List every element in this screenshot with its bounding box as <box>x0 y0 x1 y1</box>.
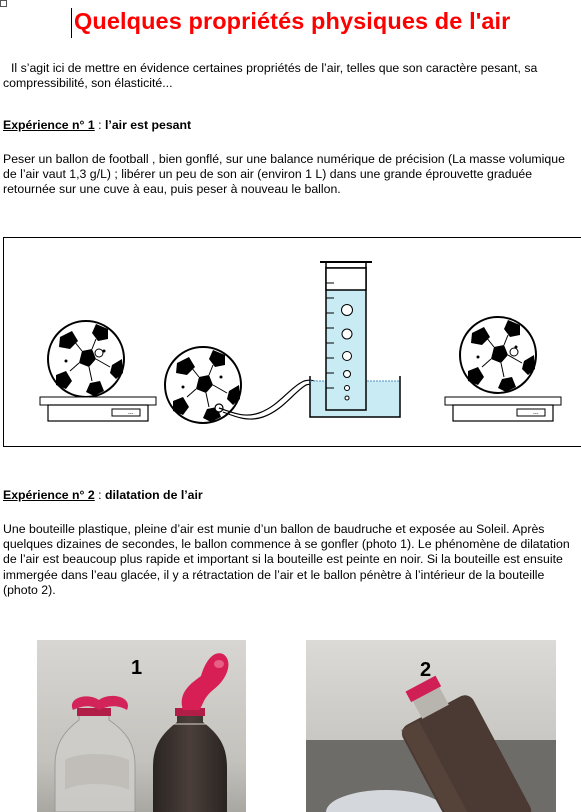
experiment-2-label: Expérience n° 2 <box>3 488 95 502</box>
photo-1 <box>37 640 246 812</box>
experiment-1-diagram <box>3 237 581 447</box>
experiment-2-separator: : <box>94 488 105 502</box>
diagram-drawing: --- <box>4 238 581 448</box>
anchor-marker <box>0 0 7 7</box>
text-cursor <box>71 8 72 38</box>
ball-on-scale-after <box>445 317 561 421</box>
photo-2 <box>306 640 556 812</box>
photo-1-number: 1 <box>131 657 143 679</box>
experiment-2-heading <box>3 488 203 502</box>
experiment-1-label: Expérience n° 1 <box>3 118 95 132</box>
experiment-1-text: Peser un ballon de football , bien gonflé, sur une balance numérique de précision (La masse volumique de l’air vaut 1,3 g/L) ; libérer un peu de son air (environ 1 L) dans une grande éprouvette graduée retournée sur une cuve à eau, puis peser à nouveau le ballon. <box>3 152 565 197</box>
experiment-1-heading <box>3 118 191 132</box>
experiment-2-title: dilatation de l’air <box>104 488 203 502</box>
experiment-1-title: l’air est pesant <box>104 118 192 132</box>
experiment-1-separator: : <box>94 118 105 132</box>
experiment-2-text: Une bouteille plastique, pleine d’air est munie d’un ballon de baudruche et exposée au Soleil. Après quelques dizaines de secondes, le ballon commence à se gonfler (photo 1). Le phénomène de dilatation de l’air est beaucoup plus rapide et important si la bouteille est peinte en noir. Si la bouteille est ensuite immergée dans l’eau glacée, il y a rétractation de l’air et le ballon pénètre à l’intérieur de la bouteille (photo 2). <box>3 522 570 597</box>
ball-on-scale-before <box>40 321 156 421</box>
page-title: Quelques propriétés physiques de l'air <box>74 8 511 34</box>
photo-2-number: 2 <box>420 659 432 681</box>
graduated-cylinder <box>320 262 372 410</box>
intro-paragraph: Il s’agit ici de mettre en évidence certaines propriétés de l’air, telles que son caractère pesant, sa compressibilité, son élasticité... <box>3 61 538 91</box>
